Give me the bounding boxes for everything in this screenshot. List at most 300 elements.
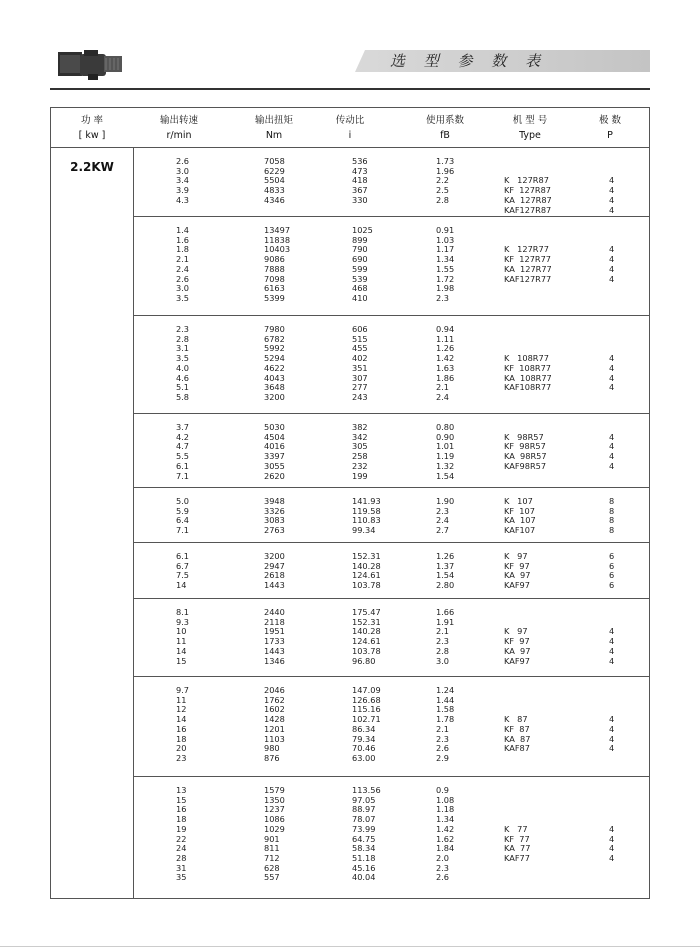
cell-ratio: 468: [352, 283, 368, 294]
cell-poles: 4: [609, 194, 615, 205]
cell-speed: 13: [176, 785, 187, 795]
cell-ratio: 536: [352, 156, 368, 166]
group-separator: [133, 315, 650, 316]
cell-model-type: KAF127R87: [504, 204, 552, 215]
cell-torque: 3326: [264, 505, 285, 516]
cell-ratio: 152.31: [352, 551, 381, 561]
cell-fb: 1.17: [436, 244, 455, 255]
power-column-separator: [133, 148, 134, 899]
cell-speed: 6.1: [176, 460, 190, 471]
cell-fb: 2.4: [436, 391, 450, 402]
cell-fb: 1.24: [436, 685, 455, 695]
cell-torque: 901: [264, 833, 280, 844]
cell-speed: 6.4: [176, 515, 190, 526]
cell-fb: 1.72: [436, 273, 455, 284]
cell-model-type: K 107: [504, 496, 533, 506]
cell-ratio: 45.16: [352, 862, 376, 873]
cell-speed: 8.1: [176, 607, 190, 617]
cell-speed: 7.1: [176, 470, 190, 481]
cell-model-type: KF 87: [504, 723, 530, 734]
cell-torque: 1086: [264, 814, 285, 825]
cell-ratio: 86.34: [352, 723, 376, 734]
cell-torque: 4016: [264, 441, 285, 452]
cell-poles: 4: [609, 263, 615, 274]
cell-speed: 2.6: [176, 273, 190, 284]
cell-model-type: KA 108R77: [504, 372, 552, 383]
cell-ratio: 342: [352, 431, 368, 442]
cell-fb: 1.54: [436, 470, 455, 481]
cell-ratio: 115.16: [352, 704, 381, 715]
cell-fb: 1.78: [436, 714, 455, 725]
header-model-type: 机 型 号: [512, 115, 548, 126]
cell-ratio: 78.07: [352, 814, 376, 825]
power-value: 2.2KW: [70, 160, 114, 174]
cell-speed: 11: [176, 694, 187, 705]
cell-ratio: 140.28: [352, 560, 381, 571]
header-service-factor-unit: fB: [440, 130, 450, 141]
cell-fb: 2.8: [436, 645, 450, 656]
cell-ratio: 96.80: [352, 655, 376, 666]
header-power-unit: [ kw ]: [78, 130, 106, 141]
cell-model-type: KF 77: [504, 833, 530, 844]
cell-fb: 2.8: [436, 194, 450, 205]
cell-model-type: KF 98R57: [504, 441, 546, 452]
cell-ratio: 58.34: [352, 843, 376, 854]
cell-ratio: 307: [352, 372, 368, 383]
cell-speed: 11: [176, 636, 187, 647]
header-torque: 输出扭矩: [254, 115, 293, 126]
cell-ratio: 1025: [352, 225, 373, 235]
cell-ratio: 88.97: [352, 804, 376, 815]
cell-speed: 3.0: [176, 165, 190, 176]
cell-fb: 2.6: [436, 872, 450, 883]
cell-speed: 28: [176, 852, 187, 863]
cell-poles: 4: [609, 636, 615, 647]
header-speed-unit: r/min: [166, 130, 192, 141]
cell-model-type: KF 127R87: [504, 185, 552, 196]
cell-ratio: 126.68: [352, 694, 381, 705]
cell-poles: 4: [609, 852, 615, 863]
cell-fb: 1.18: [436, 804, 455, 815]
cell-speed: 5.5: [176, 451, 190, 462]
cell-fb: 2.5: [436, 185, 450, 196]
cell-poles: 4: [609, 743, 615, 754]
cell-speed: 7.1: [176, 525, 190, 536]
group-separator: [133, 413, 650, 414]
cell-torque: 3948: [264, 496, 285, 506]
cell-fb: 2.3: [436, 733, 450, 744]
cell-ratio: 382: [352, 422, 368, 432]
cell-torque: 1951: [264, 626, 285, 637]
cell-ratio: 51.18: [352, 852, 376, 863]
cell-model-type: KAF108R77: [504, 382, 552, 393]
cell-torque: 5504: [264, 175, 285, 186]
group-separator: [133, 676, 650, 677]
cell-speed: 2.1: [176, 254, 190, 265]
cell-poles: 6: [609, 570, 615, 581]
cell-speed: 7.5: [176, 570, 190, 581]
cell-torque: 3055: [264, 460, 285, 471]
cell-torque: 1029: [264, 823, 285, 834]
cell-ratio: 124.61: [352, 570, 381, 581]
cell-speed: 2.4: [176, 263, 190, 274]
cell-fb: 2.3: [436, 862, 450, 873]
cell-model-type: KF 97: [504, 560, 530, 571]
cell-model-type: KA 87: [504, 733, 531, 744]
cell-fb: 1.98: [436, 283, 455, 294]
cell-torque: 2620: [264, 470, 285, 481]
cell-torque: 5992: [264, 343, 285, 354]
cell-fb: 2.4: [436, 515, 450, 526]
header-model-type-unit: Type: [519, 130, 541, 141]
cell-ratio: 258: [352, 451, 368, 462]
cell-fb: 0.94: [436, 324, 455, 334]
cell-fb: 1.73: [436, 156, 455, 166]
cell-ratio: 305: [352, 441, 368, 452]
cell-speed: 5.8: [176, 391, 190, 402]
cell-ratio: 515: [352, 333, 368, 344]
cell-speed: 18: [176, 733, 187, 744]
cell-speed: 2.6: [176, 156, 190, 166]
cell-poles: 6: [609, 580, 615, 591]
cell-torque: 3397: [264, 451, 285, 462]
cell-poles: 4: [609, 254, 615, 265]
cell-torque: 628: [264, 862, 280, 873]
cell-fb: 3.0: [436, 655, 450, 666]
cell-speed: 35: [176, 872, 187, 883]
cell-poles: 4: [609, 431, 615, 442]
cell-ratio: 119.58: [352, 505, 381, 516]
cell-model-type: KAF77: [504, 852, 530, 863]
cell-fb: 1.90: [436, 496, 455, 506]
cell-fb: 2.2: [436, 175, 450, 186]
cell-speed: 22: [176, 833, 187, 844]
cell-torque: 1237: [264, 804, 285, 815]
header-service-factor: 使用系数: [425, 115, 464, 126]
cell-ratio: 175.47: [352, 607, 381, 617]
cell-ratio: 102.71: [352, 714, 381, 725]
cell-ratio: 351: [352, 362, 368, 373]
cell-model-type: K 108R77: [504, 353, 549, 364]
cell-fb: 1.26: [436, 551, 455, 561]
selection-table: [50, 107, 650, 899]
cell-model-type: KF 127R77: [504, 254, 552, 265]
cell-fb: 2.3: [436, 636, 450, 647]
cell-torque: 811: [264, 843, 280, 854]
cell-ratio: 243: [352, 391, 368, 402]
cell-ratio: 147.09: [352, 685, 381, 695]
cell-torque: 2947: [264, 560, 285, 571]
cell-speed: 2.8: [176, 333, 190, 344]
cell-ratio: 99.34: [352, 525, 376, 536]
cell-model-type: KA 97: [504, 570, 531, 581]
cell-speed: 5.0: [176, 496, 190, 506]
cell-poles: 4: [609, 204, 615, 215]
cell-speed: 3.1: [176, 343, 190, 354]
cell-model-type: KA 127R77: [504, 263, 552, 274]
cell-speed: 4.0: [176, 362, 190, 373]
cell-ratio: 97.05: [352, 794, 376, 805]
page-title: 选 型 参 数 表: [390, 52, 548, 70]
header-power: 功 率: [80, 115, 104, 126]
group-separator: [133, 598, 650, 599]
cell-torque: 13497: [264, 225, 291, 235]
cell-ratio: 103.78: [352, 645, 381, 656]
cell-torque: 9086: [264, 254, 285, 265]
cell-speed: 14: [176, 645, 187, 656]
cell-fb: 2.1: [436, 382, 450, 393]
cell-ratio: 70.46: [352, 743, 376, 754]
cell-torque: 4622: [264, 362, 285, 373]
cell-poles: 4: [609, 441, 615, 452]
cell-torque: 1103: [264, 733, 285, 744]
cell-fb: 0.80: [436, 422, 455, 432]
cell-torque: 1350: [264, 794, 285, 805]
cell-ratio: 899: [352, 234, 368, 245]
cell-torque: 2763: [264, 525, 285, 536]
cell-torque: 11838: [264, 234, 291, 245]
cell-speed: 2.3: [176, 324, 190, 334]
cell-fb: 2.3: [436, 505, 450, 516]
cell-speed: 24: [176, 843, 187, 854]
cell-torque: 1579: [264, 785, 285, 795]
cell-speed: 23: [176, 752, 187, 763]
cell-model-type: KF 107: [504, 505, 535, 516]
header-ratio: 传动比: [335, 115, 365, 126]
cell-speed: 1.8: [176, 244, 190, 255]
cell-ratio: 473: [352, 165, 368, 176]
cell-model-type: KAF97: [504, 655, 530, 666]
cell-ratio: 599: [352, 263, 368, 274]
cell-model-type: KAF107: [504, 525, 536, 536]
cell-torque: 1443: [264, 645, 285, 656]
cell-model-type: KA 98R57: [504, 451, 547, 462]
cell-speed: 16: [176, 723, 187, 734]
cell-fb: 1.44: [436, 694, 455, 705]
cell-poles: 4: [609, 723, 615, 734]
cell-ratio: 124.61: [352, 636, 381, 647]
cell-torque: 3648: [264, 382, 285, 393]
cell-torque: 2046: [264, 685, 285, 695]
cell-torque: 2618: [264, 570, 285, 581]
cell-poles: 4: [609, 460, 615, 471]
cell-poles: 6: [609, 551, 615, 561]
gear-motor-logo: [58, 46, 124, 80]
cell-fb: 1.34: [436, 254, 455, 265]
cell-fb: 1.54: [436, 570, 455, 581]
cell-model-type: KF 108R77: [504, 362, 552, 373]
cell-poles: 4: [609, 362, 615, 373]
cell-model-type: K 77: [504, 823, 528, 834]
cell-fb: 1.37: [436, 560, 455, 571]
cell-fb: 1.96: [436, 165, 455, 176]
group-separator: [133, 487, 650, 488]
cell-fb: 0.91: [436, 225, 455, 235]
cell-fb: 2.0: [436, 852, 450, 863]
cell-model-type: KA 77: [504, 843, 531, 854]
cell-torque: 10403: [264, 244, 291, 255]
cell-ratio: 40.04: [352, 872, 376, 883]
cell-fb: 2.3: [436, 292, 450, 303]
cell-torque: 4833: [264, 185, 285, 196]
cell-speed: 4.7: [176, 441, 190, 452]
header-rule: [50, 88, 650, 90]
cell-model-type: KAF97: [504, 580, 530, 591]
cell-speed: 6.1: [176, 551, 190, 561]
cell-speed: 9.3: [176, 616, 190, 627]
cell-speed: 5.1: [176, 382, 190, 393]
cell-ratio: 330: [352, 194, 368, 205]
header-ratio-unit: i: [348, 130, 352, 141]
cell-torque: 1443: [264, 580, 285, 591]
cell-torque: 6229: [264, 165, 285, 176]
cell-fb: 2.80: [436, 580, 455, 591]
cell-speed: 14: [176, 714, 187, 725]
cell-poles: 8: [609, 515, 615, 526]
cell-torque: 1428: [264, 714, 285, 725]
cell-speed: 3.4: [176, 175, 190, 186]
cell-model-type: K 127R87: [504, 175, 549, 186]
cell-torque: 1762: [264, 694, 285, 705]
cell-poles: 6: [609, 560, 615, 571]
cell-fb: 1.34: [436, 814, 455, 825]
cell-speed: 1.6: [176, 234, 190, 245]
cell-torque: 7888: [264, 263, 285, 274]
cell-poles: 4: [609, 626, 615, 637]
cell-poles: 4: [609, 175, 615, 186]
cell-ratio: 113.56: [352, 785, 381, 795]
cell-speed: 14: [176, 580, 187, 591]
cell-speed: 4.6: [176, 372, 190, 383]
cell-torque: 2118: [264, 616, 285, 627]
header-speed: 输出转速: [159, 115, 198, 126]
cell-torque: 6782: [264, 333, 285, 344]
cell-torque: 1201: [264, 723, 285, 734]
cell-model-type: K 97: [504, 551, 528, 561]
cell-torque: 5399: [264, 292, 285, 303]
cell-torque: 4346: [264, 194, 285, 205]
cell-speed: 18: [176, 814, 187, 825]
cell-model-type: KAF87: [504, 743, 530, 754]
cell-speed: 10: [176, 626, 187, 637]
cell-fb: 0.9: [436, 785, 450, 795]
cell-model-type: KAF127R77: [504, 273, 552, 284]
cell-fb: 1.66: [436, 607, 455, 617]
cell-speed: 4.3: [176, 194, 190, 205]
cell-fb: 1.08: [436, 794, 455, 805]
cell-speed: 4.2: [176, 431, 190, 442]
cell-model-type: K 98R57: [504, 431, 544, 442]
cell-speed: 12: [176, 704, 187, 715]
cell-ratio: 410: [352, 292, 368, 303]
cell-fb: 2.1: [436, 626, 450, 637]
cell-torque: 1733: [264, 636, 285, 647]
cell-ratio: 103.78: [352, 580, 381, 591]
cell-fb: 1.19: [436, 451, 455, 462]
cell-fb: 1.42: [436, 353, 455, 364]
cell-speed: 19: [176, 823, 187, 834]
group-separator: [133, 776, 650, 777]
cell-speed: 16: [176, 804, 187, 815]
cell-fb: 1.63: [436, 362, 455, 373]
cell-torque: 3200: [264, 551, 285, 561]
cell-poles: 4: [609, 185, 615, 196]
cell-poles: 4: [609, 843, 615, 854]
group-separator: [133, 542, 650, 543]
cell-poles: 4: [609, 353, 615, 364]
cell-ratio: 73.99: [352, 823, 376, 834]
cell-torque: 7980: [264, 324, 285, 334]
cell-ratio: 79.34: [352, 733, 376, 744]
cell-fb: 2.9: [436, 752, 450, 763]
header-poles-unit: P: [607, 130, 613, 141]
page-bottom-line: [0, 946, 700, 947]
cell-ratio: 606: [352, 324, 368, 334]
cell-poles: 4: [609, 714, 615, 725]
cell-ratio: 199: [352, 470, 368, 481]
cell-speed: 15: [176, 655, 187, 666]
cell-speed: 3.7: [176, 422, 190, 432]
cell-speed: 15: [176, 794, 187, 805]
cell-speed: 5.9: [176, 505, 190, 516]
cell-speed: 3.0: [176, 283, 190, 294]
cell-ratio: 63.00: [352, 752, 376, 763]
cell-poles: 4: [609, 645, 615, 656]
cell-ratio: 141.93: [352, 496, 381, 506]
cell-torque: 1346: [264, 655, 285, 666]
cell-torque: 712: [264, 852, 280, 863]
cell-torque: 4504: [264, 431, 285, 442]
cell-torque: 876: [264, 752, 280, 763]
cell-torque: 7098: [264, 273, 285, 284]
cell-torque: 3083: [264, 515, 285, 526]
cell-torque: 5030: [264, 422, 285, 432]
cell-fb: 2.1: [436, 723, 450, 734]
header-torque-unit: Nm: [265, 130, 283, 141]
cell-speed: 3.9: [176, 185, 190, 196]
cell-fb: 2.7: [436, 525, 450, 536]
cell-torque: 980: [264, 743, 280, 754]
cell-poles: 4: [609, 273, 615, 284]
cell-model-type: K 87: [504, 714, 528, 725]
cell-poles: 4: [609, 451, 615, 462]
cell-poles: 8: [609, 505, 615, 516]
cell-fb: 1.01: [436, 441, 455, 452]
cell-speed: 31: [176, 862, 187, 873]
cell-ratio: 418: [352, 175, 368, 186]
cell-ratio: 539: [352, 273, 368, 284]
cell-ratio: 232: [352, 460, 368, 471]
cell-torque: 2440: [264, 607, 285, 617]
cell-fb: 1.03: [436, 234, 455, 245]
header-poles: 极 数: [598, 115, 622, 126]
cell-ratio: 152.31: [352, 616, 381, 627]
cell-ratio: 402: [352, 353, 368, 364]
cell-fb: 1.11: [436, 333, 455, 344]
cell-torque: 7058: [264, 156, 285, 166]
cell-model-type: KA 127R87: [504, 194, 552, 205]
cell-fb: 1.26: [436, 343, 455, 354]
cell-ratio: 277: [352, 382, 368, 393]
cell-ratio: 690: [352, 254, 368, 265]
cell-torque: 3200: [264, 391, 285, 402]
cell-poles: 4: [609, 372, 615, 383]
cell-torque: 557: [264, 872, 280, 883]
cell-torque: 5294: [264, 353, 285, 364]
cell-fb: 1.32: [436, 460, 455, 471]
cell-model-type: K 127R77: [504, 244, 549, 255]
cell-poles: 8: [609, 525, 615, 536]
